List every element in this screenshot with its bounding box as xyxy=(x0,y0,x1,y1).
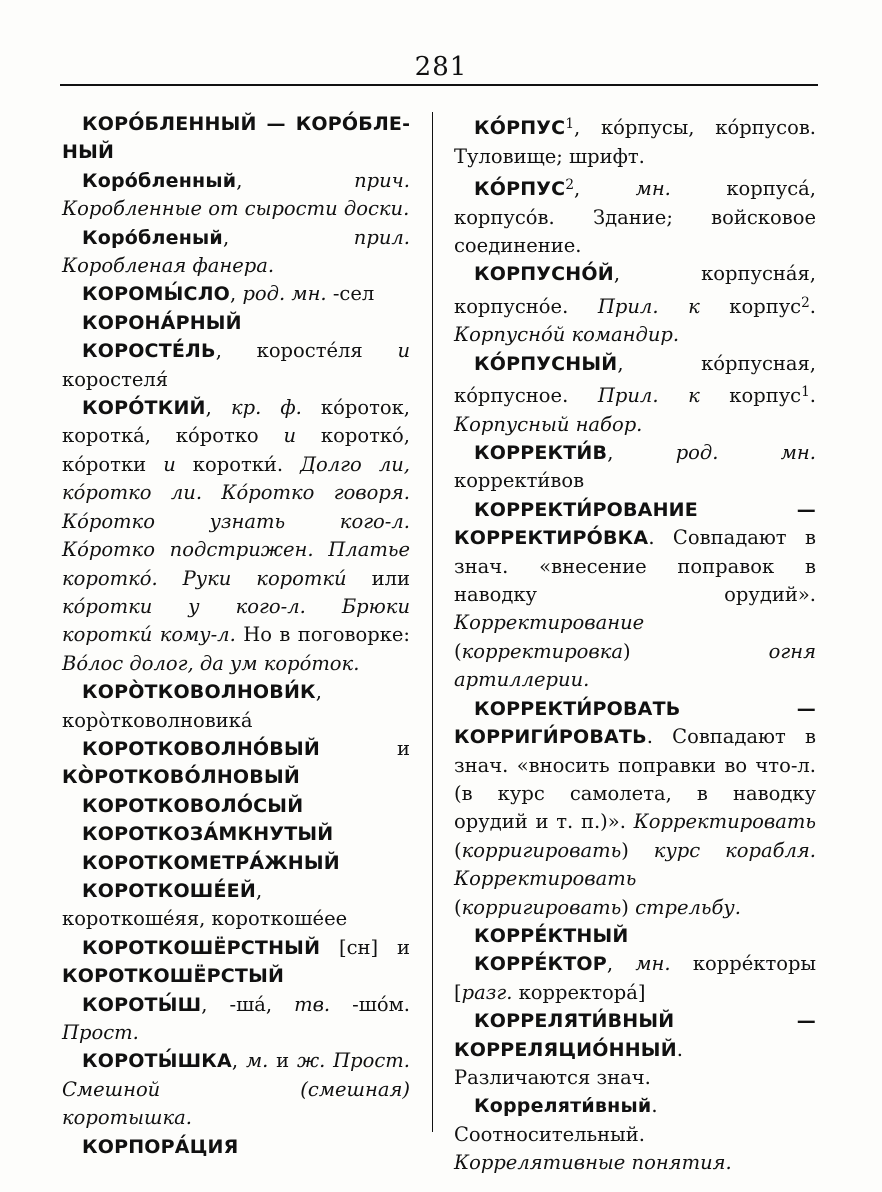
entry-headword: КО́РПУС xyxy=(474,178,566,201)
entry-text: -сел xyxy=(326,282,375,306)
entry-headword: КОРОТКОШЁРСТНЫЙ xyxy=(82,936,321,959)
dictionary-entry xyxy=(454,171,816,260)
dictionary-entry xyxy=(454,496,816,695)
entry-italic-text: Прил. к xyxy=(597,294,700,318)
entry-headword: Коро́бленный xyxy=(82,169,237,192)
dictionary-entry xyxy=(62,792,410,820)
entry-text: , ко́рпусная, ко́рпусное. xyxy=(454,351,816,408)
entry-headword: КОРОСТЕ́ЛЬ xyxy=(82,340,216,363)
entry-text: коростеля́ xyxy=(62,367,169,391)
entry-text: . Совпадают в знач. «внесение поправок в наводку орудий». xyxy=(454,526,816,607)
entry-headword: КОРРЕ́КТОР xyxy=(474,953,607,976)
entry-headword: КОРРЕКТИ́РОВАНИЕ — КОРРЕКТИРО́ВКА xyxy=(454,498,816,550)
entry-text: корпус xyxy=(699,294,802,318)
entry-text: . Соотносительный. xyxy=(454,1094,658,1146)
entry-headword: КО̀РОТКОВО́ЛНОВЫЙ xyxy=(62,766,300,789)
entry-headword: КОРОМЫ́СЛО xyxy=(82,283,231,306)
entry-headword: КОРРЕКТИ́РОВАТЬ — КОРРИГИ́РОВАТЬ xyxy=(454,697,816,749)
dictionary-entry xyxy=(454,110,816,171)
entry-headword: КО́РПУС xyxy=(474,117,566,140)
page-number: 281 xyxy=(414,52,468,82)
entry-italic-text: тв. xyxy=(294,992,331,1016)
entry-italic-text: прич. Коробленные от сырости доски. xyxy=(62,168,410,221)
entry-headword: КОРОТКОЗА́МКНУТЫЙ xyxy=(82,823,334,846)
entry-text: корпуса́, корпусо́в. Здание; войсковое соединение. xyxy=(454,177,816,257)
entry-text: , xyxy=(606,952,636,976)
entry-headword: КО́РПУСНЫЙ xyxy=(474,352,618,375)
dictionary-entry xyxy=(454,1092,816,1177)
entry-text: ( xyxy=(454,639,462,663)
dictionary-entry xyxy=(62,337,410,394)
entry-text: , корпусна́я, корпусно́е. xyxy=(454,262,816,318)
dictionary-entry xyxy=(454,922,816,950)
dictionary-entry xyxy=(62,280,410,308)
entry-headword: КОРРЕЛЯТИ́ВНЫЙ — КОРРЕЛЯЦИО́ННЫЙ xyxy=(454,1010,816,1061)
entry-italic-text: Прил. к xyxy=(597,384,700,408)
dictionary-entry xyxy=(454,439,816,496)
entry-text: ) xyxy=(621,895,636,919)
entry-text: ) xyxy=(623,639,769,663)
entry-text: корре́кторы [ xyxy=(454,952,816,1004)
dictionary-entry xyxy=(62,1133,410,1161)
entry-italic-text: огня артиллерии. xyxy=(454,639,816,692)
entry-headword: КОРПОРА́ЦИЯ xyxy=(82,1135,239,1158)
entry-superscript: 2 xyxy=(801,294,810,311)
entry-text: и xyxy=(319,736,410,760)
dictionary-entry xyxy=(62,309,410,337)
dictionary-entry xyxy=(62,167,410,224)
entry-text: , xyxy=(607,441,676,465)
entry-headword: КОРОТКОШЕ́ЕЙ xyxy=(82,879,256,902)
entry-italic-text: мн. xyxy=(635,177,671,201)
entry-headword: Корреляти́вный xyxy=(474,1095,652,1118)
entry-italic-text: ко́ротки у кого-л. Брюки коротки́ кому-л. xyxy=(62,594,410,647)
dictionary-entry xyxy=(62,224,410,281)
entry-headword: КОРОНА́РНЫЙ xyxy=(82,311,242,334)
entry-superscript: 1 xyxy=(565,116,574,132)
entry-text: Но в поговорке: xyxy=(235,623,410,647)
entry-text: , xyxy=(231,1049,246,1073)
dictionary-entry xyxy=(62,849,410,877)
entry-italic-text: ж. Прост. Смешной (смешная) коротышка. xyxy=(62,1049,410,1130)
entry-italic-text: кр. ф. xyxy=(230,396,302,420)
entry-headword: КОРОТКОШЁРСТЫЙ xyxy=(62,965,285,988)
entry-text: . xyxy=(809,384,816,408)
entry-text: корпус xyxy=(699,384,802,408)
entry-headword: Коро́бленый xyxy=(82,226,223,249)
entry-text: коротки́. xyxy=(175,452,301,476)
entry-text: , xyxy=(205,396,231,420)
entry-italic-text: Долго ли, ко́ротко ли. Ко́ротко говоря. Ко́ротко узнать кого-л. Ко́ротко подстрижен. Платье коротко́. Руки коротки́ xyxy=(62,452,410,590)
dictionary-entry xyxy=(454,260,816,349)
entry-headword: КОРРЕКТИ́В xyxy=(474,442,608,465)
entry-text: . Совпадают в знач. «вносить поправки во что-л. (в курс самолета, в наводку орудий и т. п.)». xyxy=(454,725,816,834)
entry-headword: КОРОТЫ́Ш xyxy=(82,993,202,1016)
entry-text: ) xyxy=(621,838,654,862)
entry-text: , короткоше́яя, короткоше́ее xyxy=(62,878,348,931)
entry-italic-text: корригировать xyxy=(461,895,622,919)
entry-italic-text: м. xyxy=(245,1049,269,1073)
entry-headword: КОРО́БЛЕННЫЙ — КОРО́БЛЕНЫЙ xyxy=(62,113,410,164)
entry-headword: КОРРЕ́КТНЫЙ xyxy=(474,924,629,947)
dictionary-entry xyxy=(62,394,410,678)
entry-italic-text: разг. xyxy=(461,980,513,1004)
entry-italic-text: прил. Коробленая фанера. xyxy=(62,225,410,278)
entry-headword: КОРОТЫ́ШКА xyxy=(82,1050,232,1073)
dictionary-entry xyxy=(454,350,816,439)
entry-headword: КОРОТКОВОЛО́СЫЙ xyxy=(82,794,304,817)
entry-text: . xyxy=(809,294,816,318)
dictionary-entry xyxy=(454,695,816,922)
left-column xyxy=(62,110,410,1161)
entry-text: -шо́м. xyxy=(330,992,410,1016)
entry-text: или xyxy=(346,566,410,590)
dictionary-entry xyxy=(62,1047,410,1132)
dictionary-entry xyxy=(454,950,816,1007)
dictionary-entry xyxy=(62,991,410,1048)
entry-italic-text: Коррелятивные понятия. xyxy=(454,1151,732,1175)
entry-text: . Различаются знач. xyxy=(454,1037,683,1089)
entry-italic-text: и xyxy=(163,452,176,476)
entry-superscript: 2 xyxy=(565,176,574,193)
entry-italic-text: род. мн. xyxy=(242,282,327,306)
entry-italic-text: корригировать xyxy=(461,838,622,862)
entry-text: , xyxy=(574,177,636,201)
entry-headword: КОРО̀ТКОВОЛНОВИ́К xyxy=(82,681,316,704)
entry-text: ( xyxy=(454,838,462,862)
dictionary-entry xyxy=(62,110,410,167)
dictionary-entry xyxy=(62,934,410,991)
entry-text: коротко́, ко́ротки xyxy=(62,424,410,476)
entry-italic-text: Во́лос долог, да ум коро́ток. xyxy=(62,651,360,675)
entry-italic-text: корректировка xyxy=(461,639,624,663)
right-column xyxy=(454,110,816,1178)
header-rule xyxy=(60,84,818,86)
entry-text: корректора́] xyxy=(512,980,646,1004)
entry-superscript: 1 xyxy=(801,384,810,401)
entry-text: [сн] и xyxy=(320,935,410,959)
entry-text: , xyxy=(236,168,355,192)
entry-text: ( xyxy=(454,895,462,919)
entry-italic-text: род. мн. xyxy=(675,441,816,465)
dictionary-entry xyxy=(62,735,410,792)
entry-italic-text: Корректирование xyxy=(454,611,645,635)
entry-text: , xyxy=(222,225,354,249)
entry-text: , -ша́, xyxy=(201,992,295,1016)
entry-italic-text: стрельбу. xyxy=(635,895,741,919)
entry-text: ко́роток, коротка́, ко́ротко xyxy=(62,396,410,448)
entry-text: , xyxy=(230,282,243,306)
entry-italic-text: Корректировать xyxy=(633,810,816,834)
entry-italic-text: Прост. xyxy=(62,1021,139,1044)
entry-italic-text: Корпусно́й командир. xyxy=(454,323,680,347)
dictionary-entry xyxy=(62,820,410,848)
entry-italic-text: и xyxy=(397,339,410,363)
entry-italic-text: Корпусный набор. xyxy=(454,412,643,436)
dictionary-entry xyxy=(62,877,410,934)
dictionary-entry xyxy=(454,1007,816,1092)
entry-text: корректи́вов xyxy=(454,469,585,493)
entry-italic-text: мн. xyxy=(635,952,671,976)
entry-text: и xyxy=(268,1049,297,1073)
dictionary-entry xyxy=(62,678,410,735)
entry-text: , ко́рпусы, ко́рпусов. Туловище; шрифт. xyxy=(454,116,816,168)
entry-headword: КОРО́ТКИЙ xyxy=(82,397,206,420)
entry-text: , коро̀тковолновика́ xyxy=(62,680,322,732)
entry-italic-text: и xyxy=(283,424,297,448)
entry-text: , коросте́ля xyxy=(215,339,398,363)
entry-italic-text: курс корабля. Корректировать xyxy=(454,838,817,891)
entry-headword: КОРОТКОМЕТРА́ЖНЫЙ xyxy=(82,851,340,874)
entry-headword: КОРОТКОВОЛНО́ВЫЙ xyxy=(82,737,320,760)
entry-headword: КОРПУСНО́Й xyxy=(474,263,614,286)
column-divider xyxy=(432,112,433,1132)
